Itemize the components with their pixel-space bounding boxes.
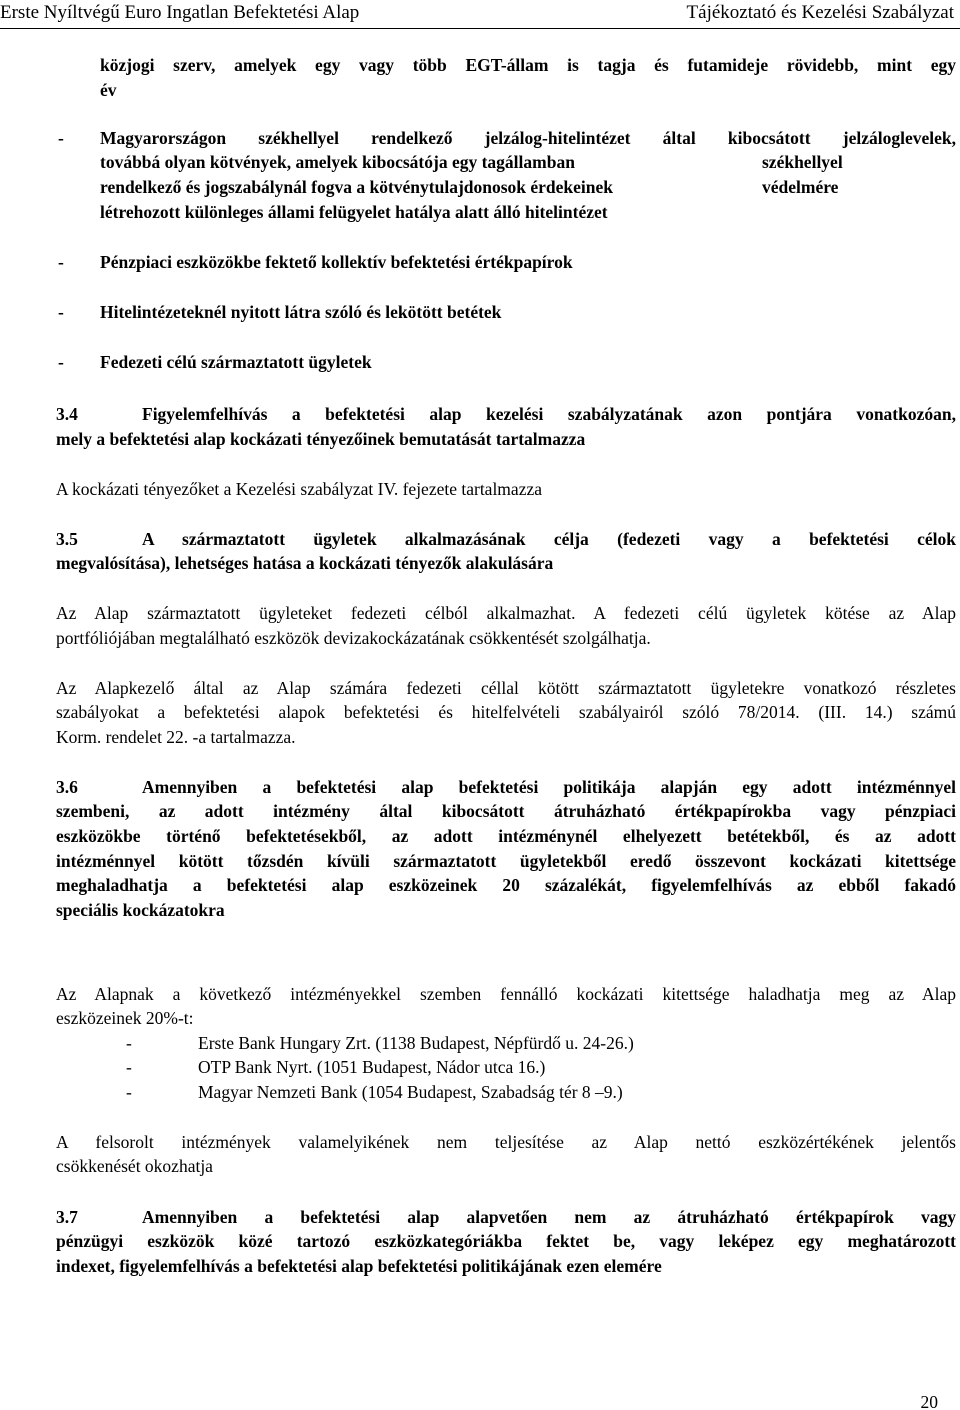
section-3-6-heading-line-5: meghaladhatja a befektetési alap eszközeinek 20 százalékát, figyelemfelhívás az ebből fakadó [56, 875, 956, 895]
section-3-6-para-1-line-2: eszközeinek 20%-t: [56, 1008, 194, 1028]
list-dash: - [126, 1057, 132, 1077]
header-doc-title: Tájékoztató és Kezelési Szabályzat [686, 2, 954, 23]
list-dash: - [58, 128, 64, 148]
section-3-5-heading-line-1: A származtatott ügyletek alkalmazásának célja (fedezeti vagy a befektetési célok [142, 529, 956, 549]
section-3-6-para-1-line-1: Az Alapnak a következő intézményekkel szemben fennálló kockázati kitettsége haladhatja meg az Alap [56, 984, 956, 1004]
section-3-6-heading-line-2: szembeni, az adott intézmény által kibocsátott átruházható értékpapírokba vagy pénzpiaci [56, 801, 956, 821]
section-3-7-heading-line-3: indexet, figyelemfelhívás a befektetési alap befektetési politikájának ezen elemére [56, 1256, 662, 1276]
section-3-7-number: 3.7 [56, 1207, 78, 1227]
list-dash: - [58, 252, 64, 272]
intro-line-1: közjogi szerv, amelyek egy vagy több EGT-állam is tagja és futamideje rövidebb, mint egy [100, 55, 956, 75]
list-item-hedging: Fedezeti célú származtatott ügyletek [100, 352, 372, 372]
dash-block-line-3a: rendelkező és jogszabálynál fogva a kötvénytulajdonosok érdekeinek [100, 177, 614, 197]
dash-block-line-4: létrehozott különleges állami felügyelet hatálya alatt álló hitelintézet [100, 202, 608, 222]
dash-block-line-2b: székhellyel [762, 152, 843, 172]
section-3-4-number: 3.4 [56, 404, 78, 424]
section-3-4-heading-line-2: mely a befektetési alap kockázati tényezőinek bemutatását tartalmazza [56, 429, 586, 449]
list-item-money-market: Pénzpiaci eszközökbe fektető kollektív befektetési értékpapírok [100, 252, 573, 272]
list-dash: - [126, 1033, 132, 1053]
section-3-5-number: 3.5 [56, 529, 78, 549]
dash-block-line-1: Magyarországon székhellyel rendelkező jelzálog-hitelintézet által kibocsátott jelzáloglevelek, [100, 128, 956, 148]
section-3-4-heading-line-1: Figyelemfelhívás a befektetési alap kezelési szabályzatának azon pontjára vonatkozóan, [142, 404, 956, 424]
list-dash: - [126, 1082, 132, 1102]
section-3-6-heading-line-4: intézménnyel kötött tőzsdén kívüli származtatott ügyletekből eredő összevont kockázati kitettsége [56, 851, 956, 871]
section-3-7-heading-line-1: Amennyiben a befektetési alap alapvetően nem az átruházható értékpapírok vagy [142, 1207, 956, 1227]
section-3-5-para-2-line-1: Az Alapkezelő által az Alap számára fedezeti céllal kötött származtatott ügyletekre vonatkozó részletes [56, 678, 956, 698]
section-3-6-heading-line-1: Amennyiben a befektetési alap befektetési politikája alapján egy adott intézménnyel [142, 777, 956, 797]
section-3-5-para-1-line-1: Az Alap származtatott ügyleteket fedezeti célból alkalmazhat. A fedezeti célú ügyletek kötése az Alap [56, 603, 956, 623]
section-3-7-heading-line-2: pénzügyi eszközök közé tartozó eszközkategóriákba fektet be, vagy leképez egy meghatározott [56, 1231, 956, 1251]
page-header [0, 0, 960, 30]
bank-item-otp: OTP Bank Nyrt. (1051 Budapest, Nádor utca 16.) [198, 1057, 546, 1077]
section-3-6-para-2-line-2: csökkenését okozhatja [56, 1156, 213, 1176]
header-fund-name: Erste Nyíltvégű Euro Ingatlan Befektetési Alap [0, 2, 360, 23]
section-3-5-para-2-line-2: szabályokat a befektetési alapok befektetési és hitelfelvételi szabályairól szóló 78/2014. (III. 14.) számú [56, 702, 956, 722]
intro-line-2: év [100, 80, 117, 100]
bank-item-erste: Erste Bank Hungary Zrt. (1138 Budapest, Népfürdő u. 24-26.) [198, 1033, 634, 1053]
header-rule [0, 28, 960, 29]
section-3-6-number: 3.6 [56, 777, 78, 797]
section-3-4-body: A kockázati tényezőket a Kezelési szabályzat IV. fejezete tartalmazza [56, 479, 542, 499]
dash-block-line-3b: védelmére [762, 177, 839, 197]
list-dash: - [58, 302, 64, 322]
list-dash: - [58, 352, 64, 372]
page-number: 20 [920, 1392, 938, 1410]
list-item-deposits: Hitelintézeteknél nyitott látra szóló és lekötött betétek [100, 302, 502, 322]
section-3-5-para-2-line-3: Korm. rendelet 22. -a tartalmazza. [56, 727, 296, 747]
section-3-5-heading-line-2: megvalósítása), lehetséges hatása a kockázati tényezők alakulására [56, 553, 554, 573]
dash-block-line-2a: továbbá olyan kötvények, amelyek kibocsátója egy tagállamban [100, 152, 575, 172]
section-3-6-heading-line-6: speciális kockázatokra [56, 900, 225, 920]
section-3-5-para-1-line-2: portfóliójában megtalálható eszközök devizakockázatának csökkentését szolgálhatja. [56, 628, 651, 648]
bank-item-mnb: Magyar Nemzeti Bank (1054 Budapest, Szabadság tér 8 –9.) [198, 1082, 623, 1102]
section-3-6-para-2-line-1: A felsorolt intézmények valamelyikének nem teljesítése az Alap nettó eszközértékének jelentős [56, 1132, 956, 1152]
section-3-6-heading-line-3: eszközökbe történő befektetésekből, az adott intézménynél elhelyezett betétekből, és az adott [56, 826, 956, 846]
